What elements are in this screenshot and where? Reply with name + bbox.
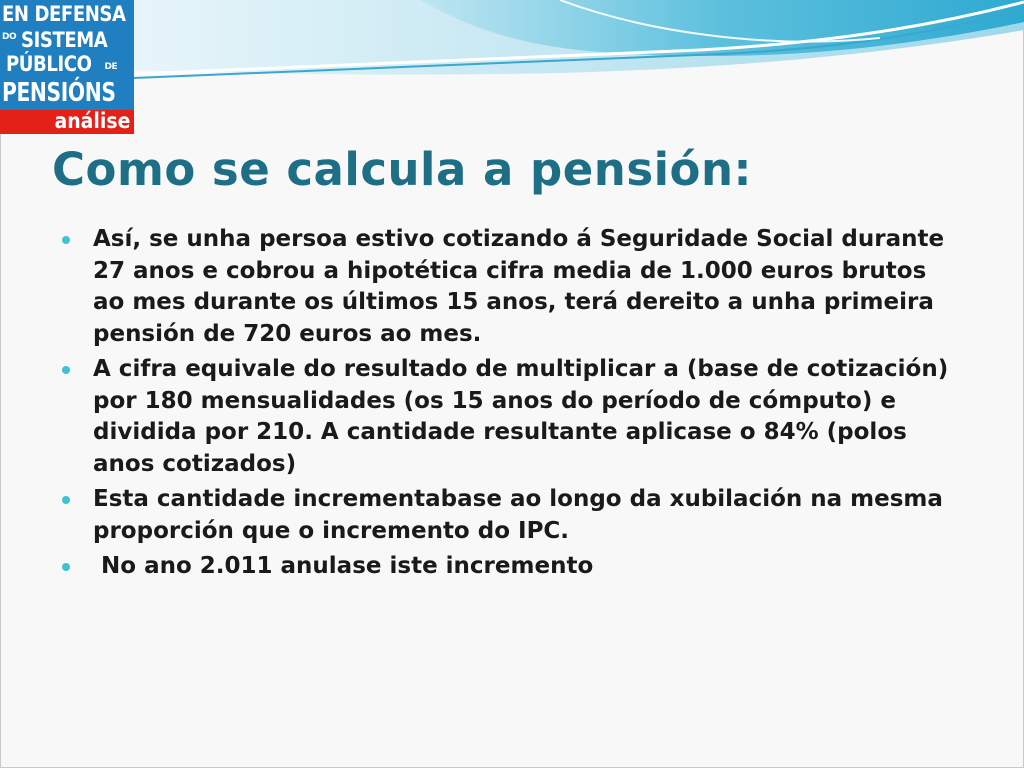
logo-text-pensions: PENSIÓNS (2, 78, 116, 108)
logo-text-sistema: SISTEMA (21, 28, 108, 52)
logo (0, 0, 134, 134)
bullet-dot-icon (62, 236, 70, 244)
bullet-text: Esta cantidade incrementabase ao longo da xubilación na mesma proporción que o incremento do IPC. (93, 486, 943, 544)
bullet-dot-icon (62, 496, 70, 504)
bullet-list (62, 224, 962, 587)
bullet-item (62, 354, 962, 480)
logo-text-line3 (6, 52, 117, 76)
bullet-item (62, 551, 962, 583)
logo-red-band (0, 110, 134, 134)
slide-title: Como se calcula a pensión: (52, 143, 752, 196)
logo-text-publico: PÚBLICO (6, 52, 92, 76)
logo-text-do: DO (2, 32, 17, 42)
bullet-item (62, 484, 962, 547)
bullet-dot-icon (62, 563, 70, 571)
logo-text-de: DE (104, 62, 118, 72)
bullet-item (62, 224, 962, 350)
logo-text-line1: EN DEFENSA (2, 2, 126, 26)
bullet-text: No ano 2.011 anulase iste incremento (93, 553, 594, 579)
bullet-text: A cifra equivale do resultado de multiplicar a (base de cotización) por 180 mensualidades (os 15 anos do período de cómputo) e dividida por 210. A cantidade resultante aplicase o 84% (polos anos cotizados) (93, 356, 949, 477)
logo-text-line2 (2, 28, 122, 52)
logo-tagline: análise (54, 109, 130, 133)
bullet-text: Así, se unha persoa estivo cotizando á Seguridade Social durante 27 anos e cobrou a hipotética cifra media de 1.000 euros brutos ao mes durante os últimos 15 anos, terá dereito a unha primeira pensión de 720 euros ao mes. (93, 226, 945, 347)
header-wave-decoration (0, 0, 1024, 90)
bullet-dot-icon (62, 366, 70, 374)
